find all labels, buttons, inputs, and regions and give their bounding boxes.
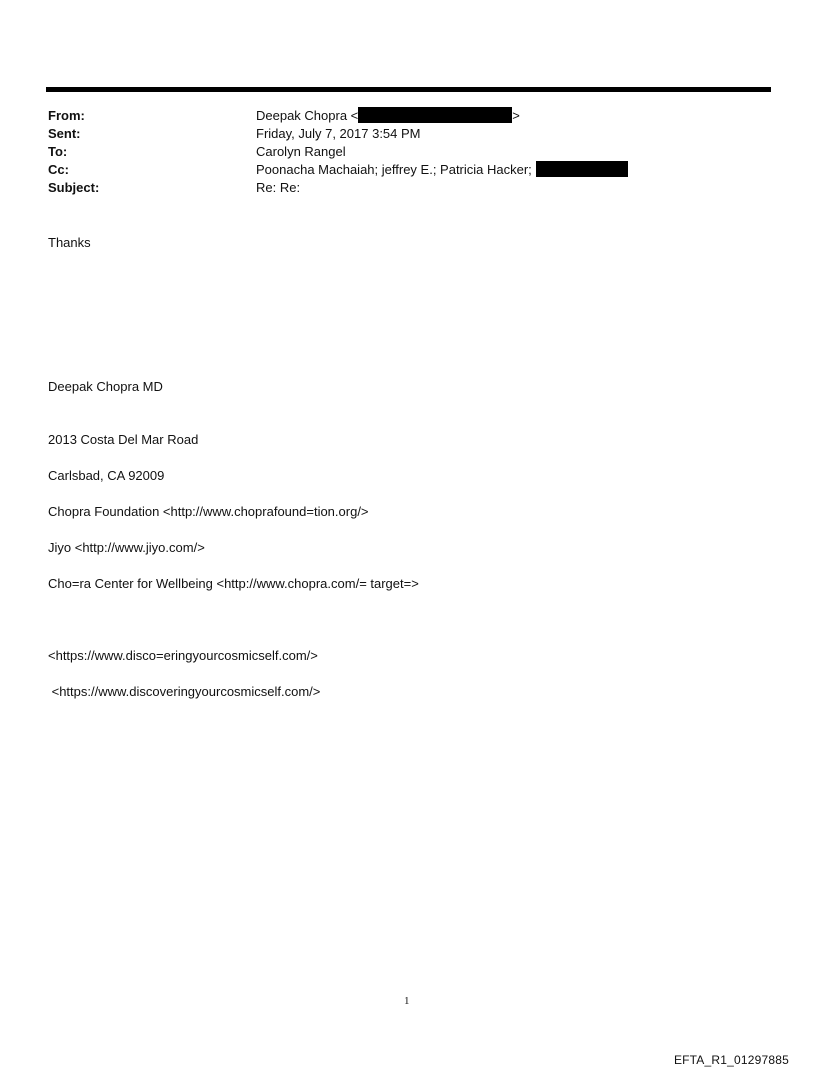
from-name: Deepak Chopra <: [256, 108, 359, 123]
sent-value: Friday, July 7, 2017 3:54 PM: [256, 126, 421, 141]
signature-city: Carlsbad, CA 92009: [48, 468, 165, 483]
from-value: [256, 107, 520, 125]
center-link[interactable]: Cho=ra Center for Wellbeing <http://www.chopra.com/= target=>: [48, 576, 419, 591]
document-id: EFTA_R1_01297885: [673, 1053, 789, 1067]
cc-label: Cc:: [48, 162, 69, 177]
page-number: 1: [404, 995, 410, 1007]
foundation-link[interactable]: Chopra Foundation <http://www.choprafound=tion.org/>: [48, 504, 369, 519]
header-rule: [46, 87, 771, 92]
cc-names: Poonacha Machaiah; jeffrey E.; Patricia Hacker;: [256, 162, 532, 177]
from-close: >: [512, 108, 520, 123]
from-label: From:: [48, 108, 85, 123]
cc-value: [256, 161, 628, 179]
greeting-text: Thanks: [48, 235, 91, 250]
redaction-box: [536, 161, 628, 177]
jiyo-link[interactable]: Jiyo <http://www.jiyo.com/>: [48, 540, 205, 555]
signature-name: Deepak Chopra MD: [48, 379, 163, 394]
to-value: Carolyn Rangel: [256, 144, 346, 159]
cosmic-self-link[interactable]: <https://www.discoveringyourcosmicself.com/>: [48, 684, 321, 699]
subject-label: Subject:: [48, 180, 100, 195]
subject-value: Re: Re:: [256, 180, 301, 195]
redaction-box: [358, 107, 512, 123]
cosmic-self-link[interactable]: <https://www.disco=eringyourcosmicself.com/>: [48, 648, 318, 663]
signature-street: 2013 Costa Del Mar Road: [48, 432, 199, 447]
sent-label: Sent:: [48, 126, 81, 141]
to-label: To:: [48, 144, 68, 159]
